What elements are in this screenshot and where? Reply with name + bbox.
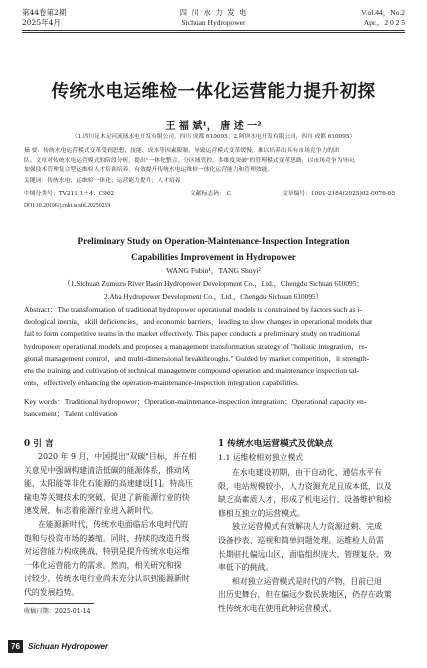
doi: DOI:10.20196/j.cnki.scsfd.20250219 (24, 203, 111, 209)
document-code: 文献标志码： C (190, 191, 232, 197)
abstract-cn-line: 加强技术管理复合型运维检人才培训培养，有效提升传统水电运维检一体化运营能力和管理效能。 (24, 167, 274, 174)
english-title-line-2: Capabilities Improvement in Hydropower (131, 252, 296, 262)
body-line: 饱和与投资市场的萎缩。同时，持续的改造升级 (24, 533, 190, 543)
body-line: 在能源新时代，传统水电面临后水电时代的 (38, 519, 188, 529)
keywords-cn: 关键词：传统水电；运维检一体化；运营能力提升；人才培养 (24, 178, 181, 184)
body-line: 缺乏高素质人才，形成了机电运行、设备维护和检 (218, 495, 392, 505)
body-line: 性传统水电在使用此种运营模式。 (218, 603, 337, 613)
body-line: 对运营能力构成挑战，特别是提升传统水电运维 (24, 547, 190, 557)
keywords-en-line: hancement；Talent cultivation (24, 409, 118, 419)
paper-title: 传统水电运维检一体化运营能力提升初探 (51, 82, 376, 102)
keywords-en-line: Key words：Traditional hydropower；Operation-maintenance-inspection integration；Operational capacity en- (24, 397, 367, 406)
abstract-en-line: deological inertia，skill deficiencies，and economic barriers，leading to slow changes in operational models that (24, 317, 373, 327)
body-line: 2020 年 9 月，中国提出"双碳"目标，并在相 (38, 452, 197, 461)
body-line: 讨较少，传统水电行业尚未充分认识到能源新时 (24, 574, 190, 584)
footer-journal: Sichuan Hydropower (28, 642, 109, 651)
clc-number: 中图分类号：TV211.1＋4；C962 (24, 191, 115, 197)
english-affiliation-2: 2.Aba Hydropower Development Co.，Ltd.，Chengdu Sichuan 610095） (104, 292, 323, 301)
abstract-en-line: fail to form competitive teams in the market effectively. This paper conducts a preliminary study on traditional (24, 329, 360, 339)
section-0-body (24, 450, 211, 600)
abstract-cn-line: 队。文章对传统水电运营模式的阶段分析，提出"一体化整合，分区域管控，多维度突破"的管理模式变革思路，以市场竞争为导向， (24, 157, 360, 164)
affiliations: （1.四川足木足河流域水电开发有限公司，四川 成都 610095；2.阿坝水电开发有限公司，四川 成都 610095） (71, 134, 356, 140)
abstract-en-line: ens the training and cultivation of technical management compound operation and maintenance inspection tal- (24, 366, 360, 376)
body-line: 限，电站规模较小，人力资源充足且成本低，以及 (218, 481, 392, 491)
abstract-cn (24, 147, 406, 176)
body-line: 相对独立运营模式是时代的产物，目前已退 (232, 576, 382, 586)
section-1-heading: 1 传统水电运营模式及优缺点 (218, 439, 333, 449)
article-number: 文章编号：1001-2184(2025)02-0076-05 (282, 191, 396, 197)
section-0-heading: 0 引 言 (24, 439, 54, 449)
header-journal-en: Sichuan Hydropower (181, 18, 246, 27)
body-line: 设备抄表、巡视和简单问题处理。运维检人员需 (218, 535, 384, 545)
keywords-en (24, 396, 406, 420)
page-number: 76 (8, 640, 23, 653)
abstract-en-line: Abstract：The transformation of traditional hydropower operational models is constrained by factors such as i- (24, 305, 363, 314)
body-line: 一体化运营能力的需求。然而，相关研究和探 (24, 560, 182, 570)
header-rule-2 (22, 32, 405, 33)
body-line: 代的发展趋势。 (24, 587, 80, 597)
english-affiliation-1: （1.Sichuan Zumuzu River Basin Hydropower Development Co.，Ltd.，Chengdu Sichuan 610095； (63, 279, 364, 288)
body-line: 输电等关键技术的突破，促进了新能源行业的快 (24, 492, 190, 502)
body-line: 出历史舞台，但在偏远少数民族地区，仍存在政策 (218, 590, 392, 600)
body-line: 修相互独立的运营模式。 (218, 508, 305, 518)
section-1-body (218, 466, 405, 616)
header-rule (22, 30, 405, 31)
received-divider (24, 603, 94, 604)
body-line: 能、太阳能等非化石能源的高速建设[1]。特高压 (24, 479, 193, 489)
english-title-line-1: Preliminary Study on Operation-Maintenance-Inspection Integration (77, 236, 350, 246)
header-volume-en: V.ol.44，No.2 (361, 8, 405, 17)
header-date-en: Apr.，2 0 2 5 (363, 18, 405, 27)
body-line: 率低下的挑战。 (218, 563, 274, 573)
abstract-cn-line: 摘 要：传统水电运营模式变革受到思想、技能、成本等因素限制，导致运营模式变革缓慢，难以培养出具有市场竞争力的团 (24, 148, 339, 154)
abstract-en-line: gional management control，and multi-dimensional breakthroughs." Guided by market competition，it strength- (24, 353, 370, 363)
english-authors: WANG Fubin¹，TANG Shuyi² (166, 266, 261, 275)
body-line: 长期驻扎偏远山区，面临组织庞大、管理复杂、效 (218, 549, 392, 559)
abstract-en-line: ents，effectively enhancing the operation-maintenance-inspection integration capabilities. (24, 378, 299, 388)
received-date: 收稿日期：2025-01-14 (24, 608, 91, 615)
header-date: 2025年4月 (22, 18, 61, 27)
body-line: 在水电建设初期，由于自动化、通信水平有 (232, 468, 382, 477)
body-line: 关意见中强调构建清洁低碳的能源体系，推动风 (24, 465, 190, 475)
header-volume-issue: 第44卷第2期 (22, 8, 67, 17)
abstract-en-line: hydropower operational models and proposes a management transformation strategy of "holistic integration，re- (24, 341, 368, 351)
abstract-en (24, 304, 406, 389)
body-line: 速发展，标志着能源行业进入新时代。 (24, 506, 159, 516)
body-line: 独立运营模式有效解决人力资源过剩、完成 (232, 522, 382, 532)
header-journal-cn: 四 川 水 力 发 电 (179, 8, 248, 17)
section-1-1-heading: 1.1 运维检相对独立模式 (218, 453, 304, 462)
authors: 王 福 斌¹， 唐 述 一² (165, 121, 262, 132)
